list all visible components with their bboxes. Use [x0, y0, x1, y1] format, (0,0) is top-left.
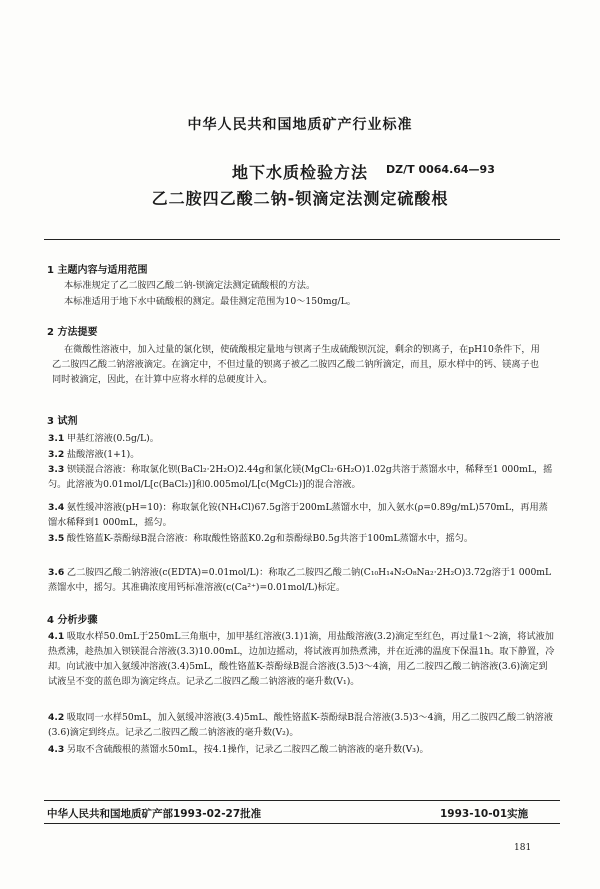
item-number: 4.1: [48, 631, 65, 642]
item-text: 吸取同一水样50mL，加入氨缓冲溶液(3.4)5mL、酸性铬蓝K-萘酚绿B混合溶液(3.5)3～4滴，用乙二胺四乙酸二钠溶液(3.6)滴定到终点。记录乙二胺四乙酸二钠溶液的毫升数(V₂)。: [48, 712, 553, 738]
item-number: 3.4: [48, 502, 65, 513]
reagent-item-3-1: [48, 431, 556, 446]
standard-number: DZ/T 0064.64—93: [386, 163, 495, 176]
reagent-item-3-4: [48, 500, 556, 530]
footer-rule-bottom: [44, 823, 560, 824]
step-item-4-1: [48, 629, 556, 689]
item-text: 吸取水样50.0mL于250mL三角瓶中，加甲基红溶液(3.1)1滴，用盐酸溶液(3.2)滴定至红色，再过量1～2滴，将试液加热煮沸，趁热加入钡镁混合溶液(3.3)10.00mL，边加边摇动，将试液再加热煮沸，并在近沸的温度下保温1h。取下静置，冷却。向试液中加入氨缓冲溶液(3.4)5mL，酸性铬蓝K-萘酚绿B混合溶液(3.5)3～4滴，用乙二胺四乙酸二钠溶液(3.6)滴定到试液呈不变的蓝色即为滴定终点。记录乙二胺四乙酸二钠溶液的毫升数(V₁)。: [48, 631, 555, 687]
item-text: 氨性缓冲溶液(pH=10)：称取氯化铵(NH₄Cl)67.5g溶于200mL蒸馏水中，加入氨水(ρ=0.89g/mL)570mL，再用蒸馏水稀释到1 000mL，摇匀。: [48, 502, 548, 528]
page-number: 181: [514, 843, 532, 853]
section-1-para-2: 本标准适用于地下水中硫酸根的测定。最佳测定范围为10～150mg/L。: [64, 296, 356, 307]
item-number: 3.1: [48, 433, 65, 444]
reagent-item-3-3: [48, 462, 556, 492]
item-number: 3.3: [48, 464, 65, 475]
document-title-line1: 地下水质检验方法: [231, 163, 368, 182]
item-number: 3.2: [48, 449, 65, 460]
reagent-item-3-2: [48, 447, 556, 462]
section-3-heading: 3 试剂: [47, 416, 78, 427]
section-4-heading: 4 分析步骤: [47, 615, 98, 626]
item-number: 4.3: [48, 744, 65, 755]
header-rule: [44, 239, 560, 240]
item-text: 另取不含硫酸根的蒸馏水50mL，按4.1操作，记录乙二胺四乙酸二钠溶液的毫升数(V₃)。: [66, 744, 429, 755]
item-text: 盐酸溶液(1+1)。: [66, 449, 140, 460]
item-number: 4.2: [48, 712, 65, 723]
item-number: 3.5: [48, 533, 65, 544]
item-text: 甲基红溶液(0.5g/L)。: [66, 433, 159, 444]
section-2-heading: 2 方法提要: [47, 327, 98, 338]
step-item-4-2: [48, 710, 556, 740]
item-number: 3.6: [48, 567, 65, 578]
reagent-item-3-6: [48, 565, 556, 595]
reagent-item-3-5: [48, 531, 556, 546]
step-item-4-3: [48, 742, 556, 757]
approval-text: 中华人民共和国地质矿产部1993-02-27批准: [47, 808, 262, 820]
item-text: 钡镁混合溶液：称取氯化钡(BaCl₂·2H₂O)2.44g和氯化镁(MgCl₂·6H₂O)1.02g共溶于蒸馏水中，稀释至1 000mL，摇匀。此溶液为0.01mol/L[c(BaCl₂)]和0.005mol/L[c(MgCl₂)]的混合溶液。: [48, 464, 553, 490]
document-title-line2: 乙二胺四乙酸二钠-钡滴定法测定硫酸根: [151, 189, 449, 208]
issuer-title: 中华人民共和国地质矿产行业标准: [187, 117, 413, 133]
footer-rule-top: [44, 800, 560, 801]
section-1-heading: 1 主题内容与适用范围: [47, 265, 148, 276]
section-2-para-1: 在微酸性溶液中，加入过量的氯化钡，使硫酸根定量地与钡离子生成硫酸钡沉淀，剩余的钡离子，在pH10条件下，用乙二胺四乙酸二钠溶液滴定。在滴定中，不但过量的钡离子被乙二胺四乙酸二钠所滴定，而且，原水样中的钙、镁离子也同时被滴定，因此，在计算中应将水样的总硬度计入。: [52, 344, 540, 385]
section-1-para-1: 本标准规定了乙二胺四乙酸二钠-钡滴定法测定硫酸根的方法。: [64, 280, 316, 291]
implementation-date: 1993-10-01实施: [440, 808, 529, 820]
item-text: 酸性铬蓝K-萘酚绿B混合溶液：称取酸性铬蓝K0.2g和萘酚绿B0.5g共溶于100mL蒸馏水中，摇匀。: [66, 533, 474, 544]
item-text: 乙二胺四乙酸二钠溶液(c(EDTA)=0.01mol/L)：称取乙二胺四乙酸二钠(C₁₀H₁₄N₂O₈Na₂·2H₂O)3.72g溶于1 000mL蒸馏水中，摇匀。其准确浓度用钙标准溶液(c(Ca²⁺)=0.01mol/L)标定。: [48, 567, 552, 593]
